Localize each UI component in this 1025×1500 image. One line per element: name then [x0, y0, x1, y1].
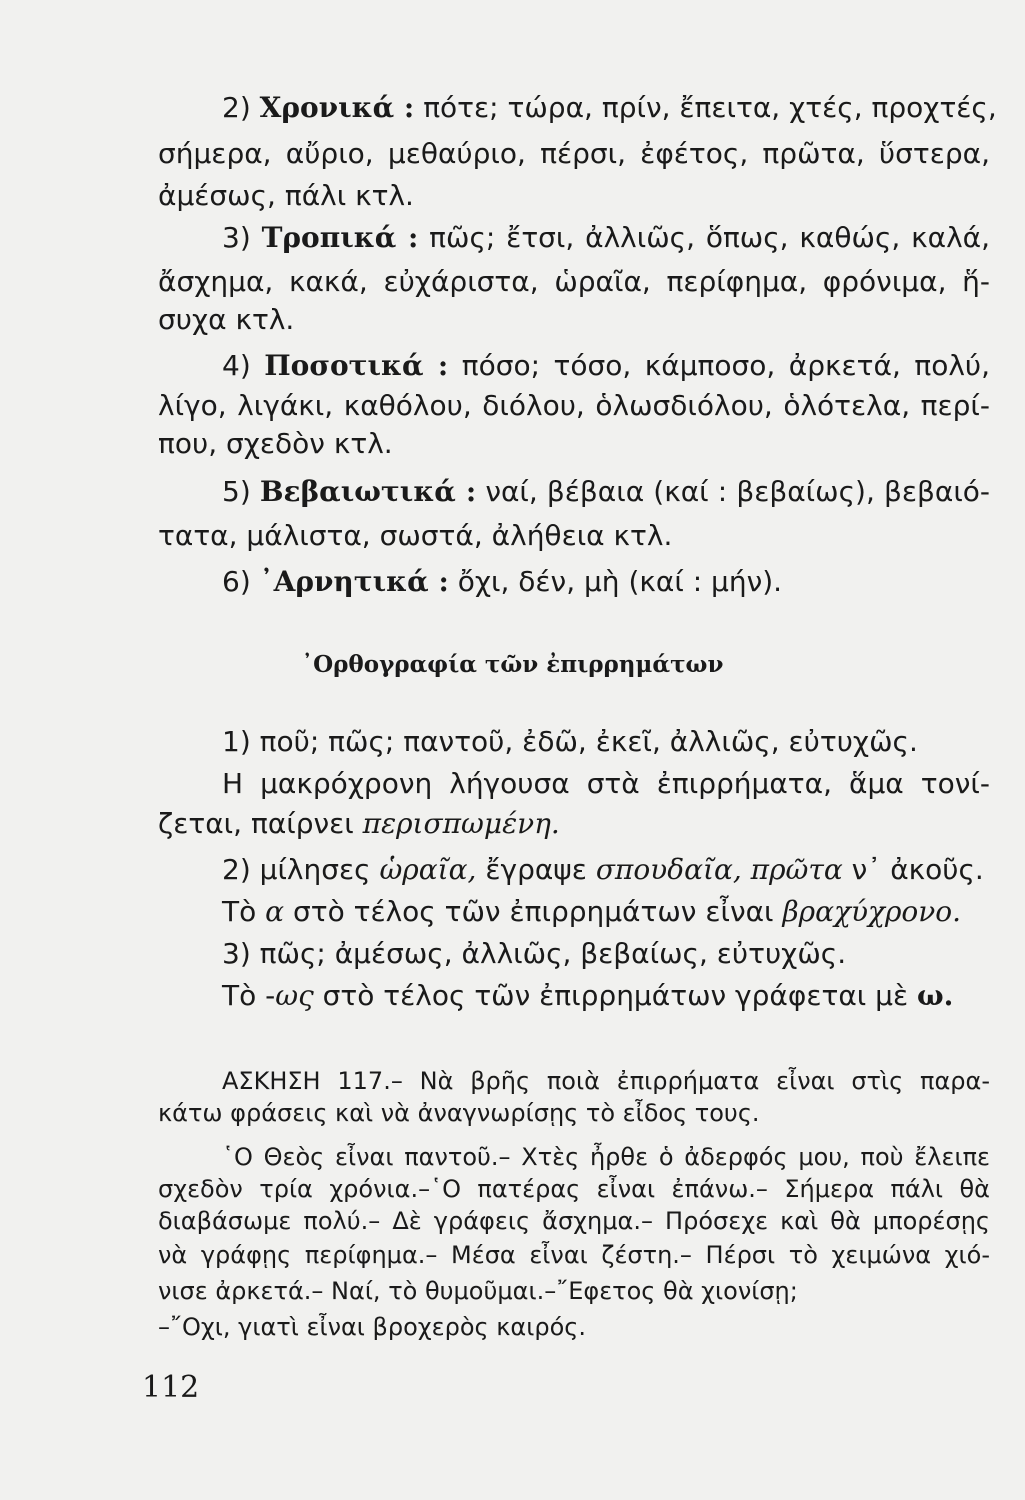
- negative-line-1: [222, 562, 990, 602]
- rule-text: 2) μίλησες: [222, 853, 380, 886]
- temporal-line-2: σήμερα, αὔριο, μεθαύριο, πέρσι, ἐφέτος, πρῶτα, ὕστερα,: [158, 137, 990, 170]
- exercise-text-line-5: νισε ἀρκετά.– Ναί, τὸ θυμοῦμαι.–῎Εφετος θὰ χιονίσῃ;: [158, 1277, 798, 1305]
- exercise-heading-line-1: ΑΣΚΗΣΗ 117.– Νὰ βρῆς ποιὰ ἐπιρρήματα εἶναι στὶς παρα-: [222, 1067, 990, 1095]
- category-label: Χρονικά :: [259, 91, 415, 124]
- affirmative-line-2: τατα, μάλιστα, σωστά, ἀλήθεια κτλ.: [158, 519, 673, 552]
- rule1-line-3: [158, 804, 990, 844]
- exercise-heading-line-2: κάτω φράσεις καὶ νὰ ἀναγνωρίσῃς τὸ εἶδος τους.: [158, 1099, 760, 1127]
- rule-text: στὸ τέλος τῶν ἐπιρρημάτων γράφεται μὲ: [313, 979, 917, 1012]
- rule-emphasis: σπουδαῖα,: [595, 853, 742, 886]
- affirmative-line-1: [222, 472, 990, 512]
- item-number: 6): [222, 565, 251, 598]
- exercise-text-line-4: νὰ γράφῃς περίφημα.– Μέσα εἶναι ζέστη.– Πέρσι τὸ χειμώνα χιό-: [158, 1241, 990, 1269]
- manner-line-1: [222, 218, 990, 258]
- rule2-line-2: [222, 892, 990, 932]
- rule-text: ἔγραψε: [476, 853, 596, 886]
- temporal-line-3: ἀμέσως, πάλι κτλ.: [158, 179, 414, 212]
- exercise-text-line-2: σχεδὸν τρία χρόνια.–῾Ο πατέρας εἶναι ἐπάνω.– Σήμερα πάλι θὰ: [158, 1175, 990, 1203]
- category-text: ναί, βέβαια (καί : βεβαίως), βεβαιό-: [485, 475, 991, 508]
- rule-text: Τὸ: [222, 895, 266, 928]
- rule-emphasis: πρῶτα: [750, 853, 843, 886]
- category-label: Τροπικά :: [261, 221, 419, 254]
- item-number: 5): [222, 475, 251, 508]
- quantity-line-3: που, σχεδὸν κτλ.: [158, 427, 393, 460]
- rule-emphasis: ὡραῖα,: [379, 853, 477, 886]
- item-number: 3): [222, 221, 251, 254]
- section-title: ᾿Ορθογραφία τῶν ἐπιρρημάτων: [301, 651, 724, 678]
- rule-emphasis: περισπωμένη.: [362, 807, 560, 840]
- rule1-line-2: Η μακρόχρονη λήγουσα στὰ ἐπιρρήματα, ἅμα τονί-: [222, 767, 990, 800]
- quantity-line-1: [222, 346, 990, 386]
- category-text: ὄχι, δέν, μὴ (καί : μήν).: [457, 565, 783, 598]
- rule-emphasis: ως: [275, 979, 314, 1012]
- page-number: 112: [142, 1370, 200, 1405]
- manner-line-3: συχα κτλ.: [158, 303, 295, 336]
- exercise-text-line-1: ῾Ο Θεὸς εἶναι παντοῦ.– Χτὲς ἦρθε ὁ ἀδερφός μου, ποὺ ἔλειπε: [222, 1143, 990, 1171]
- rule1-line-1: 1) ποῦ; πῶς; παντοῦ, ἐδῶ, ἐκεῖ, ἀλλιῶς, εὐτυχῶς.: [222, 725, 918, 758]
- rule-text: ν᾿ ἀκοῦς.: [842, 853, 984, 886]
- category-label: ᾿Αρνητικά :: [259, 565, 449, 598]
- rule-emphasis: α: [265, 895, 285, 928]
- category-text: πόσο; τόσο, κάμποσο, ἀρκετά, πολύ,: [461, 349, 991, 382]
- rule-text: [742, 853, 751, 886]
- quantity-line-2: λίγο, λιγάκι, καθόλου, διόλου, ὁλωσδιόλου, ὁλότελα, περί-: [158, 389, 990, 422]
- item-number: 4): [222, 349, 251, 382]
- manner-line-2: ἄσχημα, κακά, εὐχάριστα, ὡραῖα, περίφημα, φρόνιμα, ἥ-: [158, 265, 990, 298]
- rule2-line-1: [222, 850, 990, 890]
- rule-emphasis: βραχύχρονο.: [782, 895, 962, 928]
- rule3-line-2: [222, 976, 990, 1016]
- category-text: πότε; τώρα, πρίν, ἔπειτα, χτές, προχτές,: [423, 91, 997, 124]
- exercise-text-line-3: διαβάσωμε πολύ.– Δὲ γράφεις ἄσχημα.– Πρόσεχε καὶ θὰ μπορέσῃς: [158, 1207, 990, 1235]
- rule-text: ζεται, παίρνει: [158, 807, 363, 840]
- item-number: 2): [222, 91, 251, 124]
- rule3-line-1: 3) πῶς; ἀμέσως, ἀλλιῶς, βεβαίως, εὐτυχῶς.: [222, 937, 847, 970]
- rule-text: στὸ τέλος τῶν ἐπιρρημάτων εἶναι: [284, 895, 783, 928]
- category-text: πῶς; ἔτσι, ἀλλιῶς, ὅπως, καθώς, καλά,: [429, 221, 991, 254]
- exercise-text-line-6: –῎Οχι, γιατὶ εἶναι βροχερὸς καιρός.: [158, 1313, 586, 1341]
- category-label: Βεβαιωτικά :: [259, 475, 477, 508]
- category-label: Ποσοτικά :: [264, 349, 449, 382]
- rule-text: Τὸ -: [222, 979, 276, 1012]
- temporal-line-1: [222, 88, 997, 128]
- rule-emphasis: ω.: [917, 979, 954, 1012]
